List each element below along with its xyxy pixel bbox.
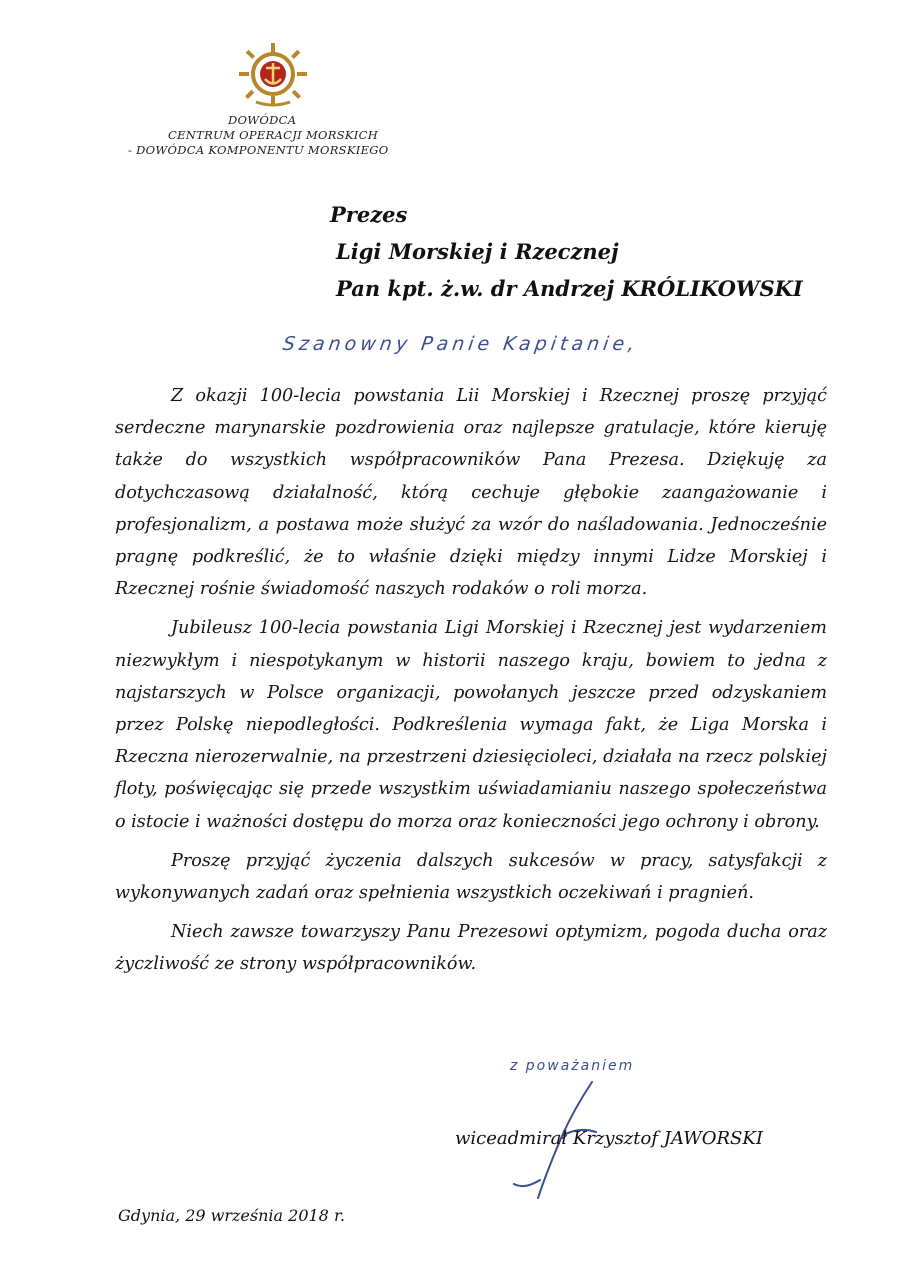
handwritten-salutation: Szanowny Panie Kapitanie, xyxy=(281,333,640,355)
addressee-organization: Ligi Morskiej i Rzecznej xyxy=(336,239,619,264)
letterhead-sender xyxy=(120,113,420,158)
addressee-block xyxy=(330,196,850,307)
body-paragraph: Jubileusz 100-lecia powstania Ligi Morskiej i Rzecznej jest wydarzeniem niezwykłym i niespotykanym w historii naszego kraju, bowiem to jedna z najstarszych w Polsce organizacji, powołanych jeszcze przed odzyskaniem przez Polskę niepodległości. Podkreślenia wymaga fakt, że Liga Morska i Rzeczna nierozerwalnie, na przestrzeni dziesięcioleci, działała na rzecz polskiej floty, poświęcając się przede wszystkim uświadamianiu naszego społeczeństwa o istocie i ważności dostępu do morza oraz konieczności jego ochrony i obrony. xyxy=(115,618,827,832)
ship-wheel-anchor-emblem-icon xyxy=(238,42,308,110)
addressee-name: Pan kpt. ż.w. dr Andrzej KRÓLIKOWSKI xyxy=(336,276,803,301)
body-paragraph: Niech zawsze towarzyszy Panu Prezesowi optymizm, pogoda ducha oraz życzliwość ze strony współpracowników. xyxy=(115,922,827,975)
letterhead-line: - DOWÓDCA KOMPONENTU MORSKIEGO xyxy=(128,143,389,157)
addressee-title: Prezes xyxy=(330,202,408,227)
letterhead-line: DOWÓDCA xyxy=(228,113,297,127)
letter-body xyxy=(115,380,827,988)
handwritten-closing: z poważaniem xyxy=(510,1058,635,1074)
letterhead-line: CENTRUM OPERACJI MORSKICH xyxy=(168,128,379,142)
body-paragraph: Z okazji 100-lecia powstania Lii Morskiej i Rzecznej proszę przyjąć serdeczne marynarskie pozdrowienia oraz najlepsze gratulacje, które kieruję także do wszystkich współpracowników Pana Prezesa. Dziękuję za dotychczasową działalność, którą cechuje głębokie zaangażowanie i profesjonalizm, a postawa może służyć za wzór do naśladowania. Jednocześnie pragnę podkreślić, że to właśnie dzięki między innymi Lidze Morskiej i Rzecznej rośnie świadomość naszych rodaków o roli morza. xyxy=(115,386,827,600)
place-and-date: Gdynia, 29 września 2018 r. xyxy=(118,1206,345,1225)
body-paragraph: Proszę przyjąć życzenia dalszych sukcesów w pracy, satysfakcji z wykonywanych zadań oraz spełnienia wszystkich oczekiwań i pragnień. xyxy=(115,850,827,904)
signer-name: wiceadmirał Krzysztof JAWORSKI xyxy=(455,1128,763,1149)
